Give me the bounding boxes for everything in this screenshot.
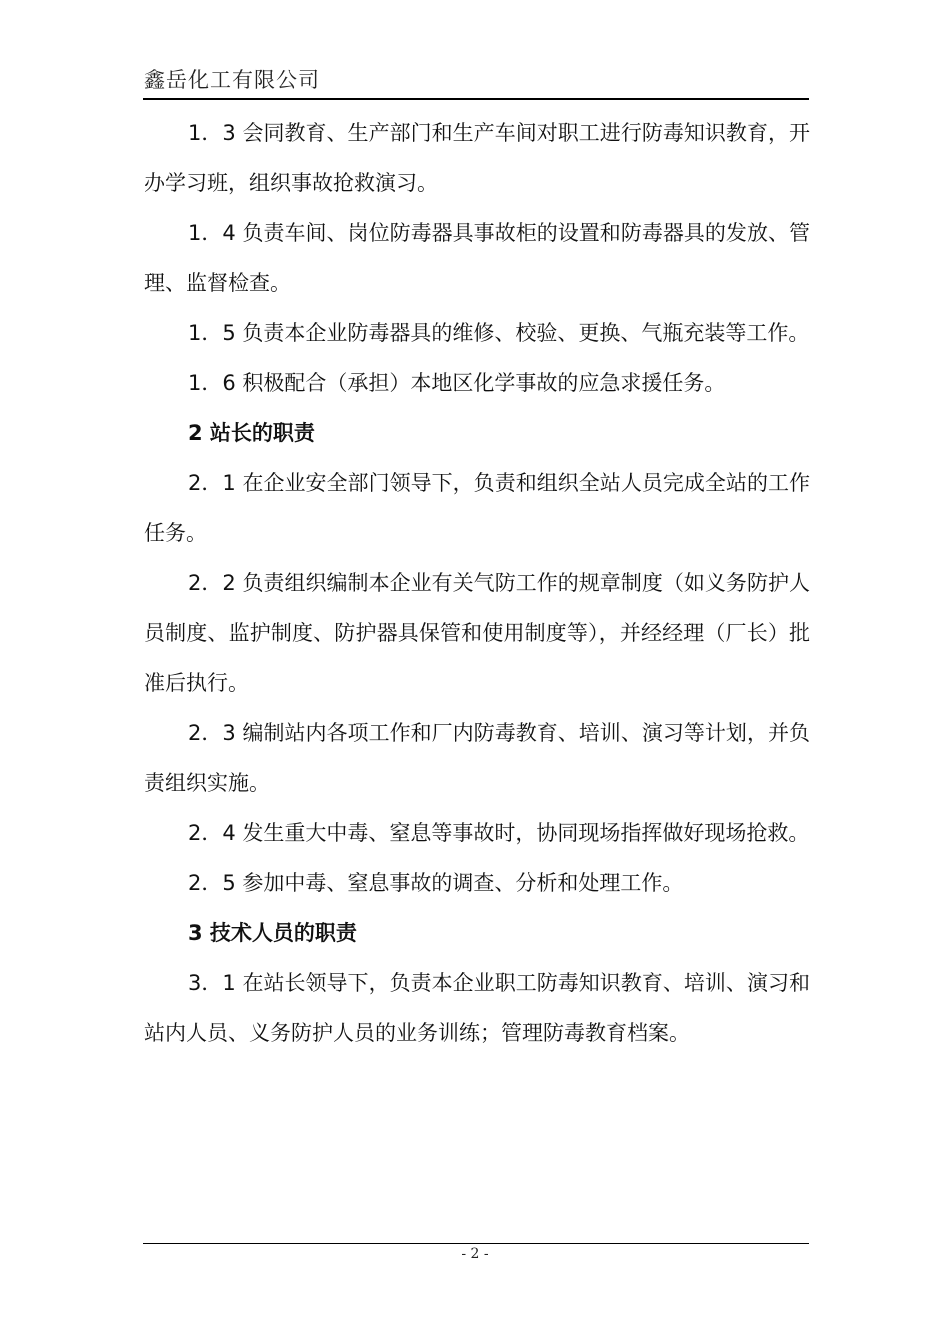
paragraph-2-2: 2．2 负责组织编制本企业有关气防工作的规章制度（如义务防护人员制度、监护制度、防护器具保管和使用制度等），并经经理（厂长）批准后执行。 <box>144 571 810 695</box>
paragraph-2-4: 2．4 发生重大中毒、窒息等事故时，协同现场指挥做好现场抢救。 <box>188 821 810 845</box>
paragraph-2-1: 2．1 在企业安全部门领导下，负责和组织全站人员完成全站的工作任务。 <box>144 471 810 545</box>
page-number: - 2 - <box>461 1246 489 1262</box>
paragraph-3-1: 3．1 在站长领导下，负责本企业职工防毒知识教育、培训、演习和站内人员、义务防护人员的业务训练；管理防毒教育档案。 <box>144 971 810 1045</box>
paragraph-1-3: 1．3 会同教育、生产部门和生产车间对职工进行防毒知识教育，开办学习班，组织事故抢救演习。 <box>144 121 810 195</box>
header-company-name: 鑫岳化工有限公司 <box>144 68 320 92</box>
paragraph-2-5: 2．5 参加中毒、窒息事故的调查、分析和处理工作。 <box>188 871 684 895</box>
section-heading-3: 3 技术人员的职责 <box>188 921 357 945</box>
paragraph-1-5: 1．5 负责本企业防毒器具的维修、校验、更换、气瓶充装等工作。 <box>188 321 810 345</box>
document-body <box>144 108 810 1058</box>
header-rule <box>143 98 809 100</box>
paragraph-1-6: 1．6 积极配合（承担）本地区化学事故的应急求援任务。 <box>188 371 726 395</box>
footer-rule <box>143 1243 809 1244</box>
paragraph-1-4: 1．4 负责车间、岗位防毒器具事故柜的设置和防毒器具的发放、管理、监督检查。 <box>144 221 810 295</box>
paragraph-2-3: 2．3 编制站内各项工作和厂内防毒教育、培训、演习等计划，并负责组织实施。 <box>144 721 810 795</box>
section-heading-2: 2 站长的职责 <box>188 421 315 445</box>
